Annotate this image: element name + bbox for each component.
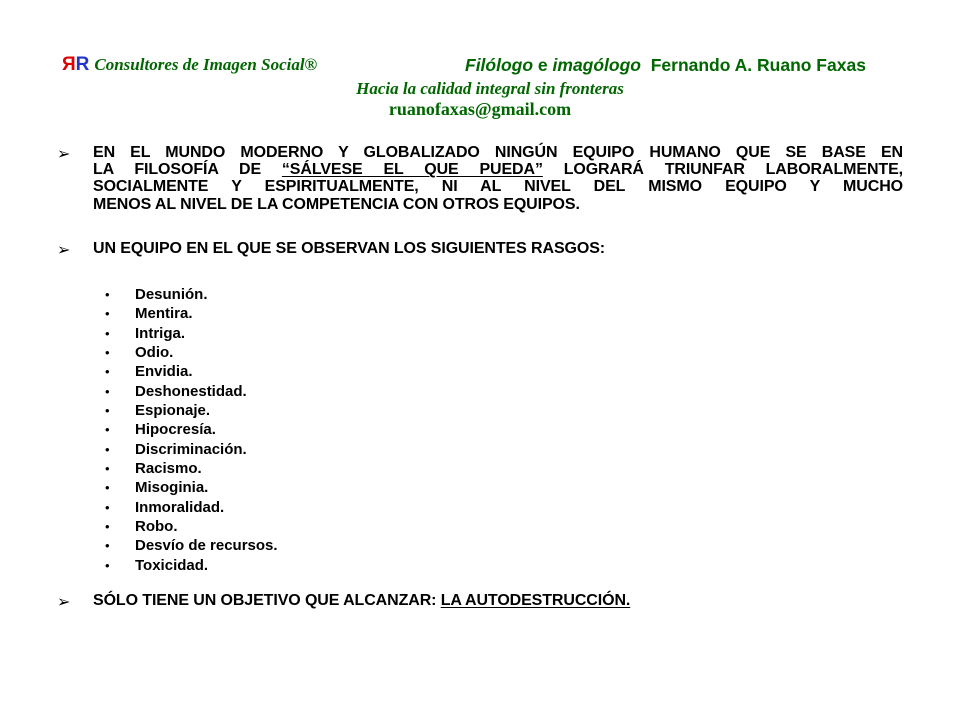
dot-bullet-icon: •	[105, 499, 110, 515]
list-item	[105, 304, 278, 323]
list-item	[105, 343, 278, 362]
arrow-bullet-icon: ➢	[57, 240, 71, 259]
trait-label: Inmoralidad.	[135, 498, 225, 516]
text-segment: SÓLO TIENE UN OBJETIVO QUE ALCANZAR:	[93, 592, 441, 609]
dot-bullet-icon: •	[105, 557, 110, 573]
dot-bullet-icon: •	[105, 519, 110, 535]
dot-bullet-icon: •	[105, 345, 110, 361]
paragraph-conclusion	[93, 592, 630, 610]
text-segment: LA AUTODESTRUCCIÓN.	[440, 592, 631, 609]
list-item	[105, 382, 278, 401]
list-item	[105, 420, 278, 439]
dot-bullet-icon: •	[105, 364, 110, 380]
list-item	[105, 517, 278, 536]
list-item	[105, 285, 278, 304]
paragraph-line	[93, 178, 903, 195]
list-item	[105, 459, 278, 478]
trait-label: Misoginia.	[135, 479, 209, 497]
list-item	[105, 536, 278, 555]
list-item	[105, 401, 278, 420]
text-segment: MENOS AL NIVEL DE LA COMPETENCIA CON OTROS EQUIPOS.	[93, 195, 580, 213]
dot-bullet-icon: •	[105, 480, 110, 496]
logo-ya-letter: Я	[62, 54, 76, 75]
dot-bullet-icon: •	[105, 287, 110, 302]
dot-bullet-icon: •	[105, 538, 110, 554]
paragraph-line	[93, 196, 903, 213]
dot-bullet-icon: •	[105, 461, 110, 477]
trait-label: Desunión.	[135, 286, 208, 303]
text-segment: SOCIALMENTE Y ESPIRITUALMENTE, NI AL NIVEL DEL MISMO EQUIPO Y MUCHO	[93, 178, 903, 196]
text-segment: e	[533, 55, 553, 75]
email-address: ruanofaxas@gmail.com	[388, 99, 572, 119]
list-item	[105, 478, 278, 497]
trait-label: Hipocresía.	[135, 421, 216, 439]
list-item	[105, 324, 278, 343]
trait-label: Racismo.	[135, 460, 202, 478]
text-segment: EN EL MUNDO MODERNO Y GLOBALIZADO NINGÚN EQUIPO HUMANO QUE SE BASE EN	[93, 144, 903, 161]
trait-label: Discriminación.	[135, 440, 247, 458]
trait-label: Mentira.	[135, 305, 193, 323]
arrow-bullet-icon: ➢	[57, 144, 71, 163]
author-title	[465, 55, 866, 76]
text-segment: LA FILOSOFÍA DE	[93, 161, 282, 179]
paragraph-rasgos-heading: UN EQUIPO EN EL QUE SE OBSERVAN LOS SIGUIENTES RASGOS:	[93, 240, 606, 257]
paragraph-line	[93, 144, 903, 161]
text-segment: LOGRARÁ TRIUNFAR LABORALMENTE,	[542, 161, 903, 179]
dot-bullet-icon: •	[105, 325, 110, 341]
list-item	[105, 498, 278, 517]
text-segment: Fernando A. Ruano Faxas	[640, 55, 866, 75]
list-item	[105, 556, 278, 575]
trait-label: Desvío de recursos.	[135, 537, 278, 555]
dot-bullet-icon: •	[105, 422, 110, 438]
dot-bullet-icon: •	[105, 383, 110, 399]
text-segment: Filólogo	[465, 55, 534, 75]
trait-label: Envidia.	[135, 363, 193, 381]
dot-bullet-icon: •	[105, 306, 110, 322]
list-item	[105, 440, 278, 459]
trait-label: Odio.	[135, 344, 174, 362]
logo-r-letter: R	[75, 54, 90, 75]
paragraph-line	[93, 161, 903, 178]
list-item	[105, 362, 278, 381]
dot-bullet-icon: •	[105, 403, 110, 419]
trait-list	[105, 285, 278, 575]
tagline: Hacia la calidad integral sin fronteras	[356, 79, 624, 98]
brand-name: Consultores de Imagen Social®	[94, 55, 318, 74]
text-segment: imagólogo	[552, 55, 641, 75]
brand-line	[62, 54, 317, 77]
trait-label: Deshonestidad.	[135, 382, 247, 400]
text-segment: “SÁLVESE EL QUE PUEDA”	[281, 161, 543, 179]
trait-label: Toxicidad.	[135, 556, 209, 574]
dot-bullet-icon: •	[105, 441, 110, 457]
paragraph-teamwork	[93, 144, 903, 213]
arrow-bullet-icon: ➢	[57, 592, 71, 611]
trait-label: Robo.	[135, 518, 178, 536]
trait-label: Intriga.	[135, 324, 186, 342]
trait-label: Espionaje.	[135, 402, 211, 420]
